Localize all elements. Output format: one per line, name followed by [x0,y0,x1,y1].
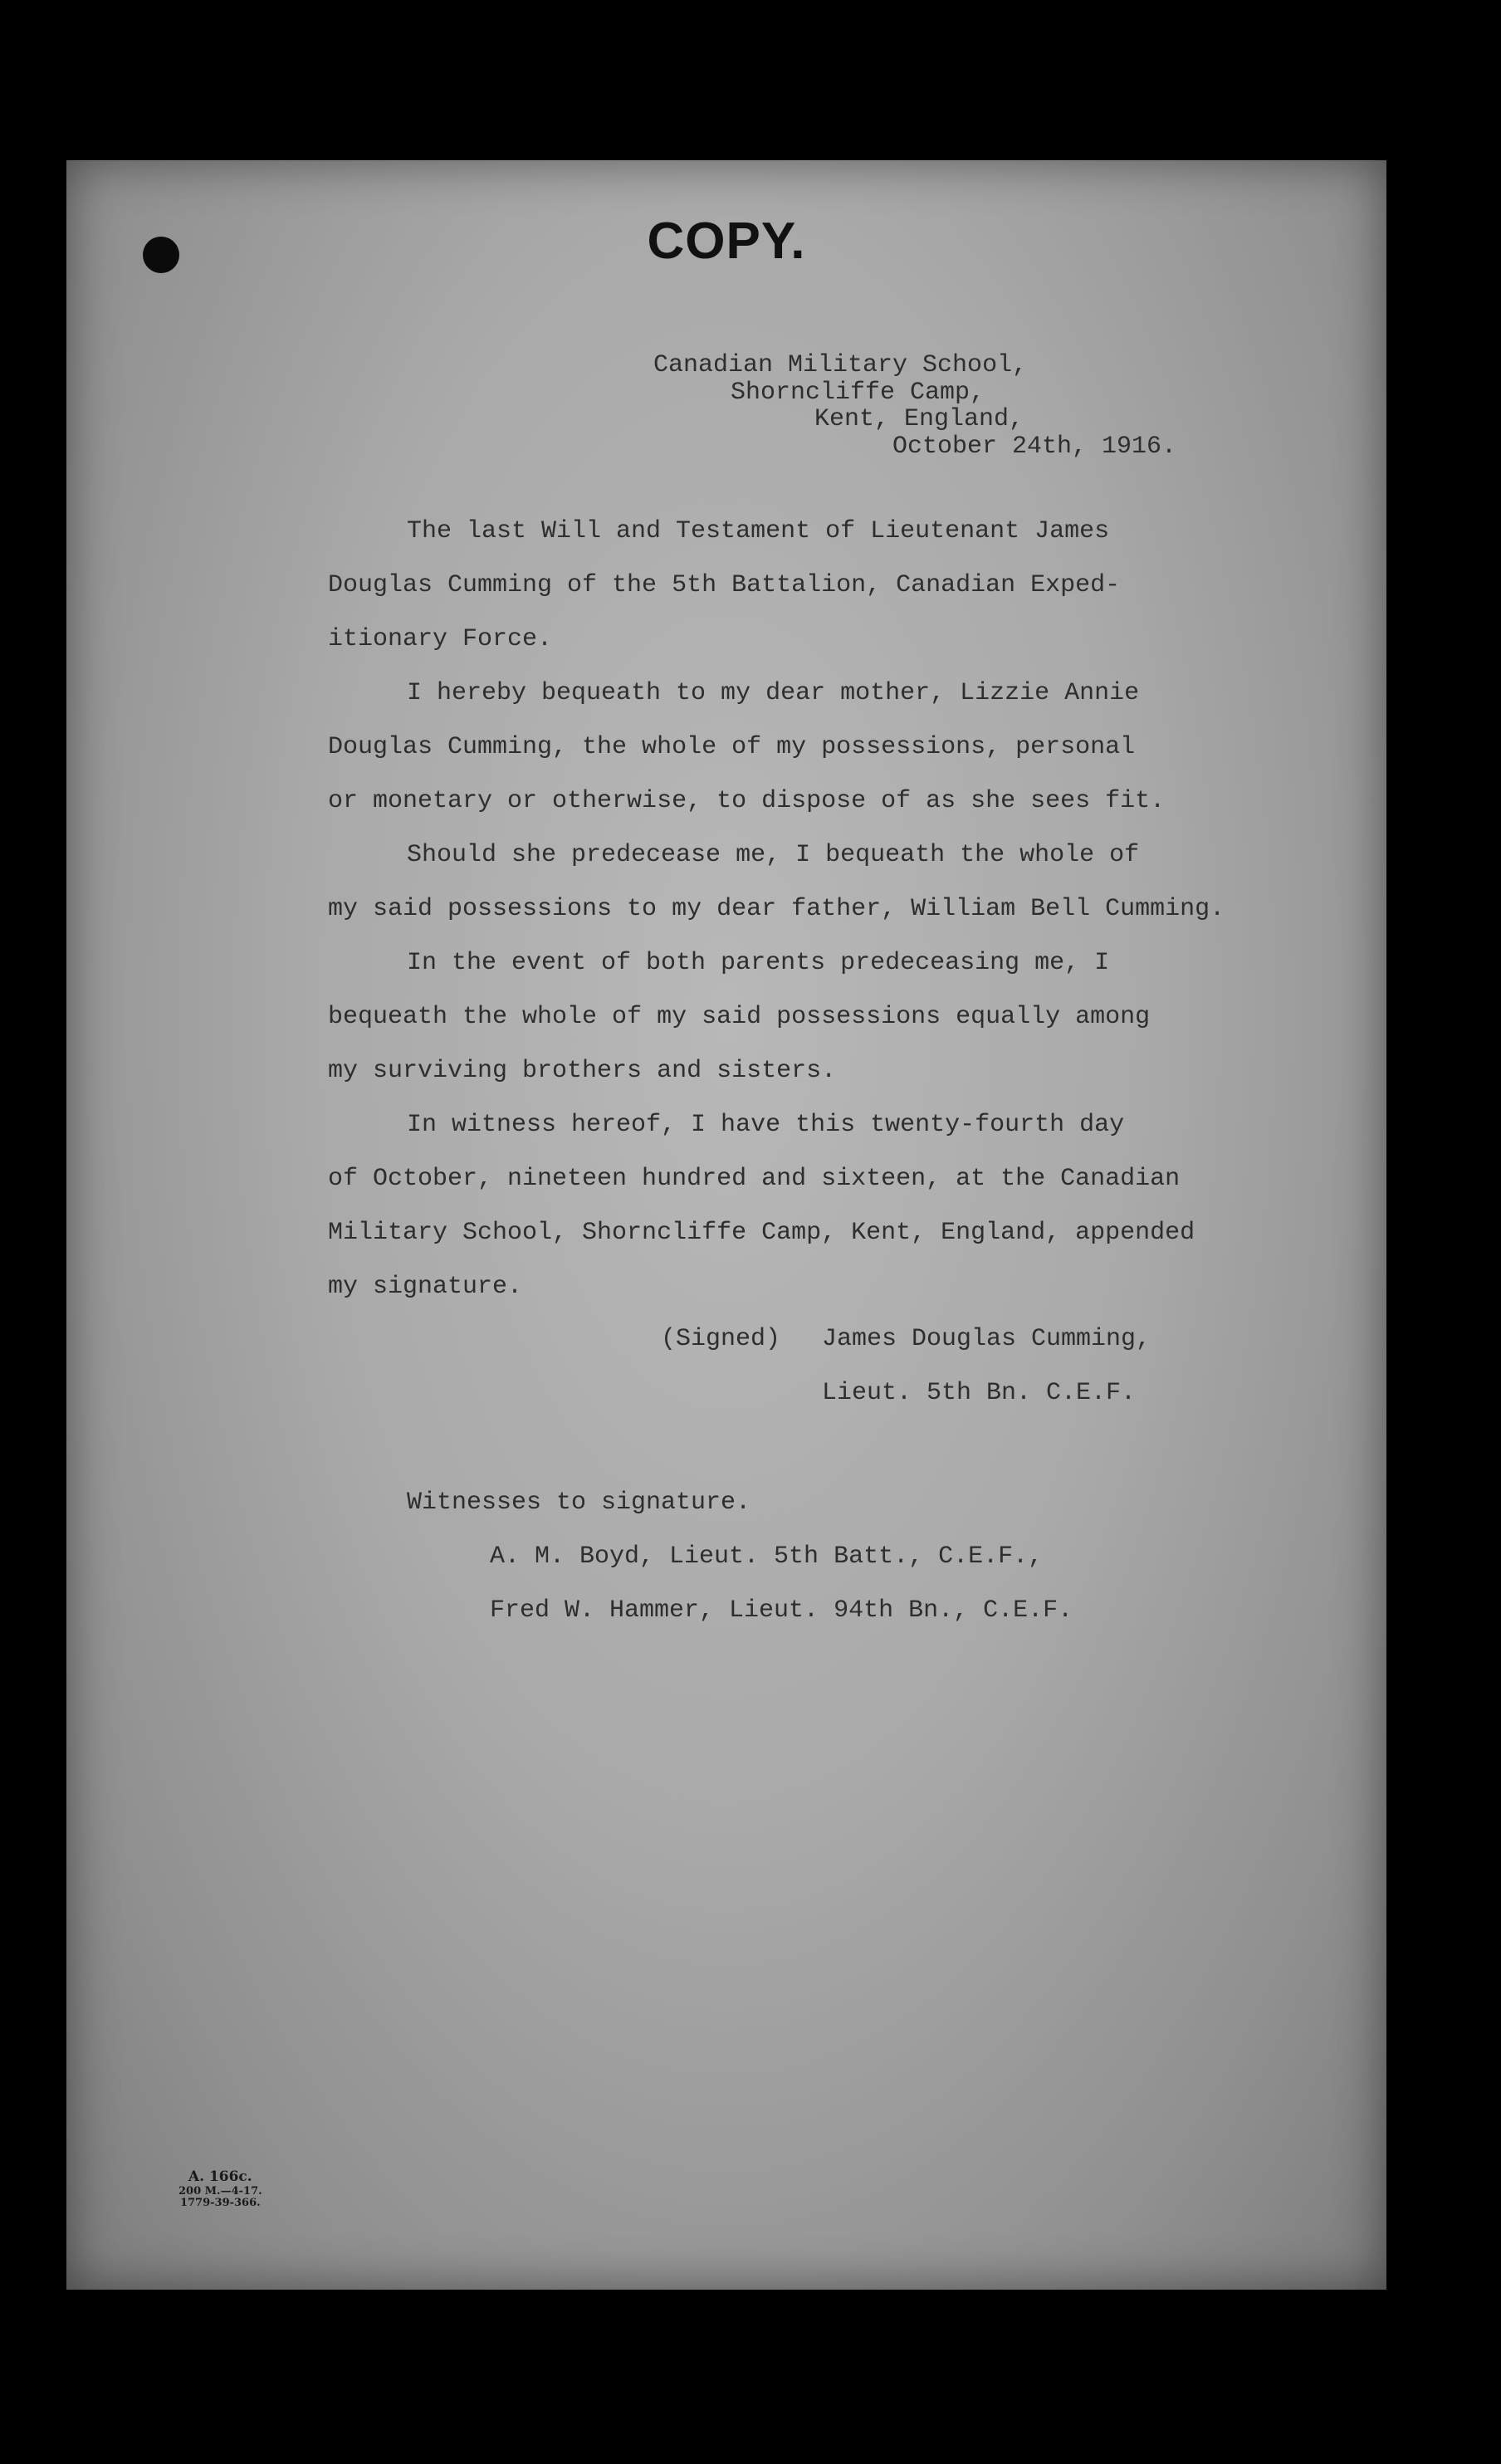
body-line-3: itionary Force. [328,625,553,653]
signatory-name: James Douglas Cumming, [822,1325,1151,1353]
address-line-2: Shorncliffe Camp, [731,379,985,407]
body-line-7: Should she predecease me, I bequeath the whole of [407,841,1140,869]
document-page [66,160,1386,2290]
witness-1: A. M. Boyd, Lieut. 5th Batt., C.E.F., [490,1542,1044,1571]
body-line-9: In the event of both parents predeceasing me, I [407,949,1110,977]
address-line-1: Canadian Military School, [653,351,1028,379]
body-line-1: The last Will and Testament of Lieutenant James [407,517,1110,545]
body-line-12: In witness hereof, I have this twenty-fourth day [407,1111,1125,1139]
signatory-rank: Lieut. 5th Bn. C.E.F. [822,1379,1137,1407]
body-line-8: my said possessions to my dear father, William Bell Cumming. [328,895,1225,923]
body-line-13: of October, nineteen hundred and sixteen, at the Canadian [328,1165,1181,1193]
body-line-14: Military School, Shorncliffe Camp, Kent, England, appended [328,1219,1195,1247]
form-code-line-2: 200 M.—4-17. [178,2184,262,2198]
witnesses-heading: Witnesses to signature. [407,1489,751,1517]
form-code [178,2169,262,2210]
body-line-5: Douglas Cumming, the whole of my possessions, personal [328,733,1136,761]
form-code-line-3: 1779-39-366. [179,2197,261,2210]
body-line-6: or monetary or otherwise, to dispose of as she sees fit. [328,787,1166,815]
signed-label: (Signed) [661,1325,781,1353]
body-line-15: my signature. [328,1273,523,1301]
witness-2: Fred W. Hammer, Lieut. 94th Bn., C.E.F. [490,1596,1073,1625]
address-line-3: Kent, England, [814,405,1024,433]
body-line-11: my surviving brothers and sisters. [328,1057,837,1085]
body-line-2: Douglas Cumming of the 5th Battalion, Canadian Exped- [328,571,1121,599]
form-code-line-1: A. 166c. [188,2168,252,2185]
document-heading: COPY. [647,213,806,270]
body-line-10: bequeath the whole of my said possessions equally among [328,1003,1151,1031]
address-date: October 24th, 1916. [892,433,1177,461]
body-line-4: I hereby bequeath to my dear mother, Lizzie Annie [407,679,1140,707]
